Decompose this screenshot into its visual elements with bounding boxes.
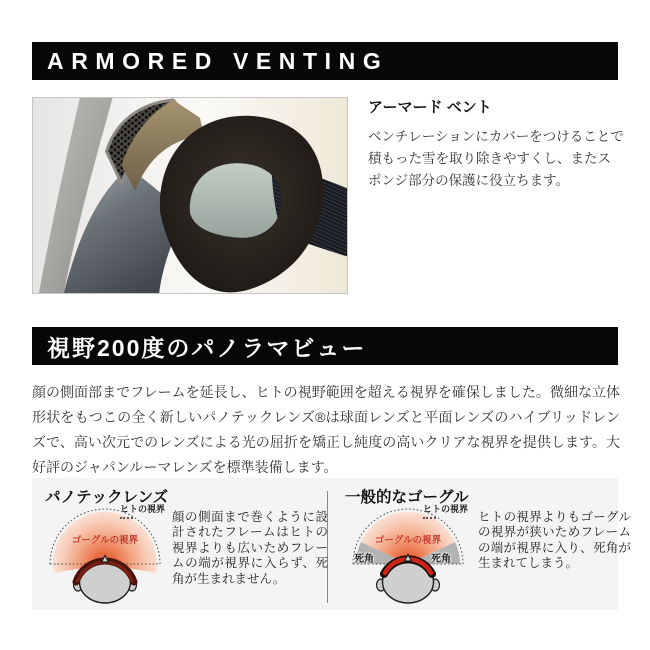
blind-spot-label-right: 死角: [431, 554, 451, 565]
fov-diagram-panotech-art: [40, 504, 170, 609]
dotted-legend-mark: [423, 516, 436, 519]
goggle-vent-photo-art: [33, 98, 347, 293]
goggle-vent-photo: [32, 97, 348, 294]
armored-body-text: ベンチレーションにカバーをつけることで積もった雪を取り除きやすくし、またスポンジ部分の保護に役立ちます。: [368, 129, 624, 188]
panorama-body-text: 顔の側面部までフレームを延長し、ヒトの視野範囲を超える視界を確保しました。微細な立体形状をもつこの全く新しいパノテックレンズ®は球面レンズと平面レンズのハイブリッドレンズで、高い次元でのレンズによる光の屈折を矯正し純度の高いクリアな視界を提供します。大好評のジャパンルーマレンズを標準装備します。: [32, 384, 620, 475]
human-fov-label: ヒトの視界: [423, 502, 468, 519]
armored-text-column: [368, 96, 624, 192]
fov-diagram-panotech: [40, 504, 170, 609]
panorama-banner-label: 視野200度のパノラマビュー: [47, 334, 367, 361]
goggle-fov-label: ゴーグルの視界: [71, 535, 139, 546]
dotted-legend-mark: [120, 516, 133, 519]
human-fov-label: ヒトの視界: [120, 502, 165, 519]
panorama-banner: [32, 327, 618, 365]
fov-comparison-panel: [32, 478, 631, 610]
panotech-body-text: 顔の側面まで巻くように設計されたフレームはヒトの視界よりも広いためフレームの端が視界に入らず、死角が生まれません。: [172, 510, 328, 586]
panotech-title: パノテックレンズ: [45, 489, 169, 506]
armored-venting-banner: [32, 42, 618, 80]
goggle-fov-label: ゴーグルの視界: [374, 535, 442, 546]
generic-body-text: ヒトの視界よりもゴーグルの視界が狭いためフレームの端が視界に入り、死角が生まれてしまう。: [478, 510, 631, 571]
armored-venting-banner-label: ARMORED VENTING: [47, 47, 389, 74]
fov-diagram-generic: [343, 504, 473, 609]
blind-spot-label-left: 死角: [354, 554, 374, 565]
armored-heading: アーマード ベント: [368, 99, 492, 116]
generic-goggle-title: 一般的なゴーグル: [345, 489, 469, 506]
